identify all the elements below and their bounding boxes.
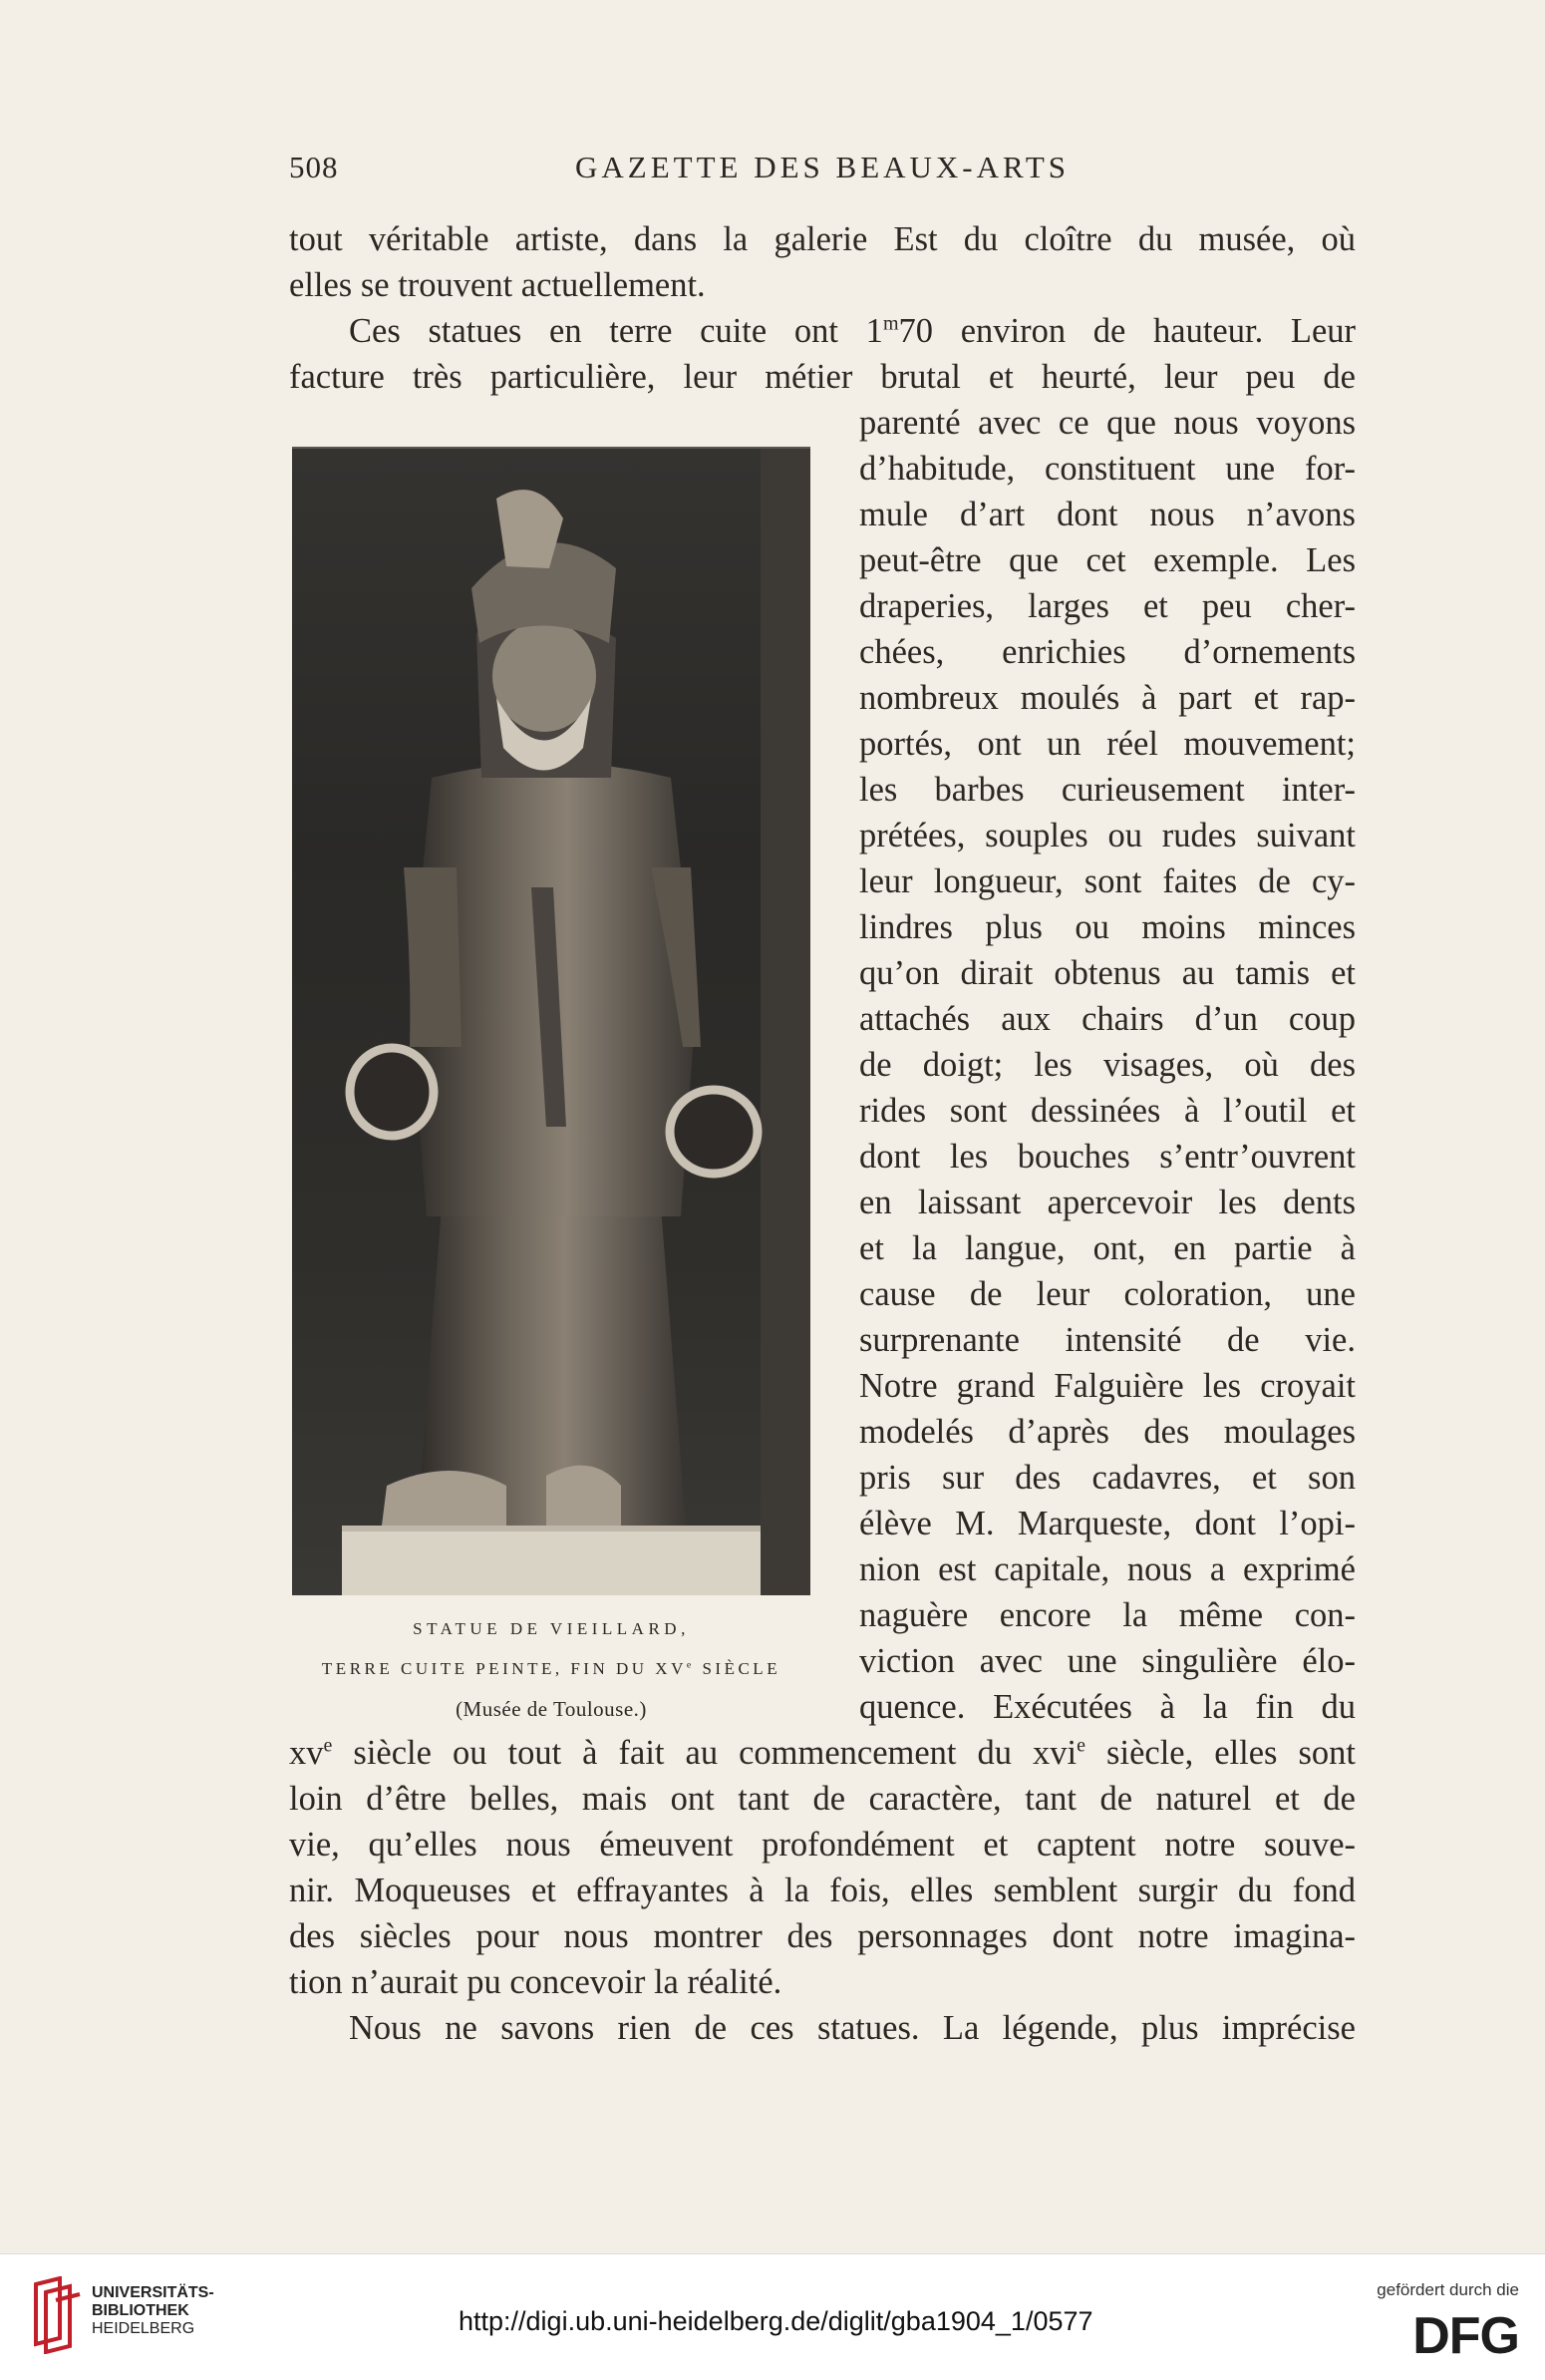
- text-line: naguère encore la même con-: [859, 1596, 1356, 1634]
- text-line: les barbes curieusement inter-: [859, 771, 1356, 809]
- figure-caption-subtitle: TERRE CUITE PEINTE, FIN DU XVe SIÈCLE: [321, 1659, 781, 1678]
- dfg-logo-icon: DFG: [1412, 2307, 1519, 2365]
- text-line: vie, qu’elles nous émeuvent profondément et captent notre souve-: [289, 1826, 1356, 1864]
- text-line: cause de leur coloration, une: [859, 1275, 1356, 1313]
- text-line: lindres plus ou moins minces: [859, 908, 1356, 946]
- text-line: viction avec une singulière élo-: [859, 1642, 1356, 1680]
- text-line: nion est capitale, nous a exprimé: [859, 1550, 1356, 1588]
- text-line: des siècles pour nous montrer des personnages dont notre imagina-: [289, 1917, 1356, 1955]
- figure-caption-title: STATUE DE VIEILLARD,: [413, 1619, 690, 1638]
- text-line: en laissant apercevoir les dents: [859, 1184, 1356, 1221]
- text-line: dont les bouches s’entr’ouvrent: [859, 1138, 1356, 1176]
- text-line: Notre grand Falguière les croyait: [859, 1367, 1356, 1405]
- text-line: surprenante intensité de vie.: [859, 1321, 1356, 1359]
- text-line: nir. Moqueuses et effrayantes à la fois, elles semblent surgir du fond: [289, 1871, 1356, 1909]
- text-line: modelés d’après des moulages: [859, 1413, 1356, 1451]
- text-line: loin d’être belles, mais ont tant de caractère, tant de naturel et de: [289, 1780, 1356, 1818]
- text-line: parenté avec ce que nous voyons: [859, 404, 1356, 442]
- text-line: qu’on dirait obtenus au tamis et: [859, 954, 1356, 992]
- university-library-logo-icon: [30, 2276, 84, 2354]
- text-line: peut-être que cet exemple. Les: [859, 541, 1356, 579]
- running-title: GAZETTE DES BEAUX-ARTS: [575, 150, 1070, 184]
- text-line: draperies, larges et peu cher-: [859, 587, 1356, 625]
- text-line: $xv^e$ siècle ou tout à fait au commencement du xvi$^e$ siècle, elles sont: [289, 1734, 1356, 1772]
- text-line: rides sont dessinées à l’outil et: [859, 1092, 1356, 1130]
- text-line: portés, ont un réel mouvement;: [859, 725, 1356, 763]
- text-line: leur longueur, sont faites de cy-: [859, 862, 1356, 900]
- text-line: pris sur des cadavres, et son: [859, 1459, 1356, 1497]
- text-line: nombreux moulés à part et rap-: [859, 679, 1356, 717]
- statue-illustration: [292, 449, 810, 1595]
- text-line: de doigt; les visages, où des: [859, 1046, 1356, 1084]
- text-line: Ces statues en terre cuite ont 1$^m$70 environ de hauteur. Leur: [349, 312, 1356, 350]
- permalink-link[interactable]: http://digi.ub.uni-heidelberg.de/diglit/gba1904_1/0577: [459, 2306, 1093, 2336]
- text-line: chées, enrichies d’ornements: [859, 633, 1356, 671]
- figure-caption-source: (Musée de Toulouse.): [456, 1697, 647, 1721]
- library-name: UNIVERSITÄTS- BIBLIOTHEK HEIDELBERG: [92, 2284, 214, 2337]
- text-line: prétées, souples ou rudes suivant: [859, 817, 1356, 854]
- text-line: d’habitude, constituent une for-: [859, 450, 1356, 488]
- digitization-footer: [0, 2253, 1545, 2380]
- text-line: tout véritable artiste, dans la galerie Est du cloître du musée, où: [289, 220, 1356, 258]
- text-line: mule d’art dont nous n’avons: [859, 496, 1356, 533]
- text-line: attachés aux chairs d’un coup: [859, 1000, 1356, 1038]
- page-header: [289, 150, 1356, 193]
- text-line: facture très particulière, leur métier brutal et heurté, leur peu de: [289, 358, 1356, 396]
- text-line: Nous ne savons rien de ces statues. La légende, plus imprécise: [349, 2009, 1356, 2047]
- statue-photograph: [292, 447, 810, 1595]
- funding-caption: gefördert durch die: [1377, 2280, 1519, 2299]
- text-line: et la langue, ont, en partie à: [859, 1229, 1356, 1267]
- text-line: elles se trouvent actuellement.: [289, 266, 706, 304]
- text-line: quence. Exécutées à la fin du: [859, 1688, 1356, 1726]
- text-line: tion n’aurait pu concevoir la réalité.: [289, 1963, 782, 2001]
- text-line: élève M. Marqueste, dont l’opi-: [859, 1505, 1356, 1542]
- page-number: 508: [289, 150, 339, 184]
